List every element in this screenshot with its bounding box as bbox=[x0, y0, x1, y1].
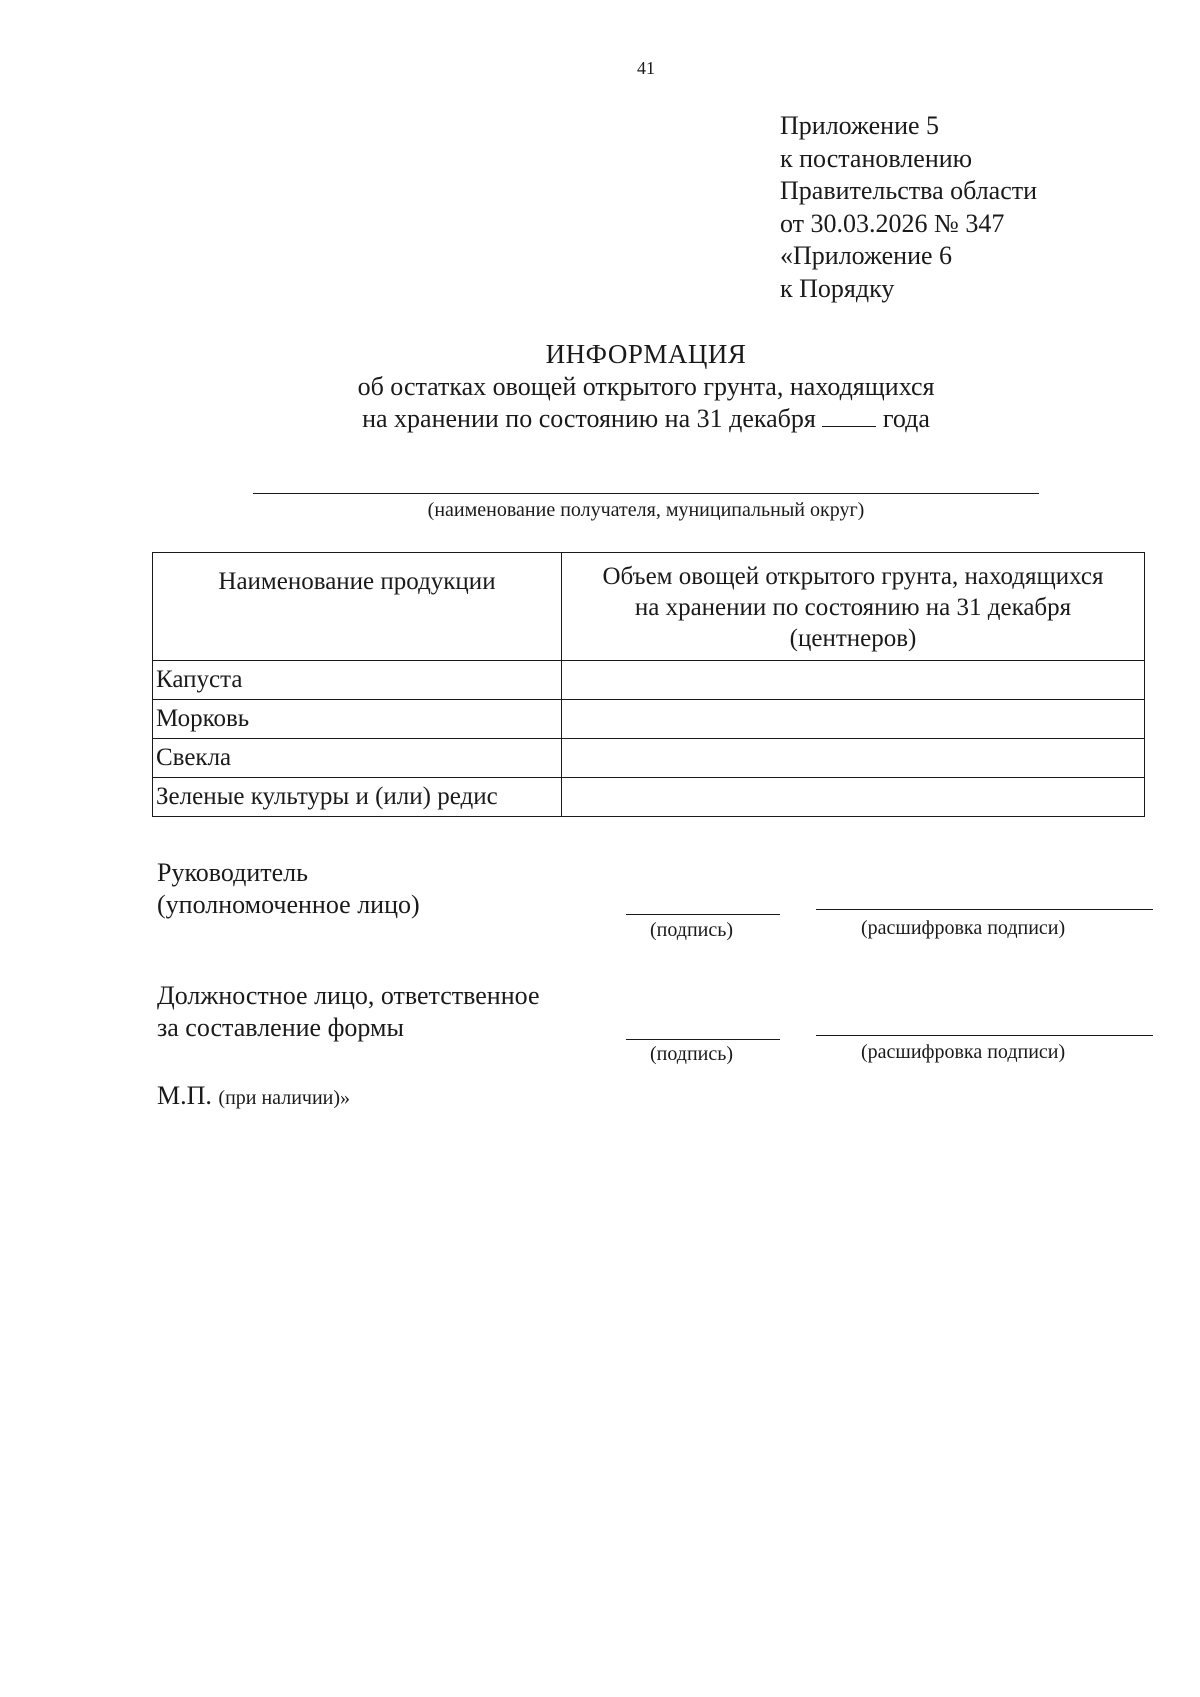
volume-cell[interactable] bbox=[562, 778, 1145, 817]
official-decoding-line[interactable] bbox=[816, 1035, 1153, 1036]
table-row bbox=[153, 700, 1145, 739]
vegetables-table bbox=[152, 552, 1145, 817]
appendix-line: «Приложение 6 bbox=[780, 241, 953, 270]
head-decoding-line[interactable] bbox=[816, 909, 1153, 910]
stamp-label: М.П. bbox=[157, 1081, 212, 1110]
appendix-line: от 30.03.2026 № 347 bbox=[780, 208, 1005, 238]
title-line-2-start: на хранении по состоянию на 31 декабря bbox=[362, 404, 816, 433]
title-line-1: об остатках овощей открытого грунта, находящихся bbox=[357, 372, 935, 401]
volume-cell[interactable] bbox=[562, 700, 1145, 739]
table-row bbox=[153, 661, 1145, 700]
table-row bbox=[153, 778, 1145, 817]
appendix-line: Приложение 5 bbox=[780, 111, 940, 140]
product-name-cell: Морковь bbox=[153, 700, 562, 739]
header-product-name: Наименование продукции bbox=[153, 553, 562, 661]
head-decoding-caption: (расшифровка подписи) bbox=[861, 917, 1066, 939]
appendix-line: Правительства области bbox=[780, 176, 1038, 205]
title-line-2 bbox=[300, 403, 992, 435]
official-signatory-label bbox=[157, 980, 539, 1044]
page-number: 41 bbox=[637, 58, 655, 78]
official-title: Должностное лицо, ответственное bbox=[157, 981, 540, 1010]
official-signature-line[interactable] bbox=[626, 1039, 780, 1040]
stamp-note: (при наличии)» bbox=[218, 1087, 351, 1109]
official-subtitle: за составление формы bbox=[157, 1013, 404, 1042]
title-main: ИНФОРМАЦИЯ bbox=[545, 339, 747, 369]
head-title: Руководитель bbox=[157, 858, 308, 887]
document-title bbox=[300, 337, 992, 435]
title-line-2-end: года bbox=[882, 404, 930, 433]
head-signatory-label bbox=[157, 857, 420, 921]
product-name-cell: Зеленые культуры и (или) редис bbox=[153, 778, 562, 817]
recipient-blank-line[interactable] bbox=[253, 493, 1039, 494]
appendix-line: к Порядку bbox=[780, 273, 895, 303]
table-header-row bbox=[153, 553, 1145, 661]
header-volume-line: на хранении по состоянию на 31 декабря bbox=[634, 594, 1072, 621]
official-decoding-caption: (расшифровка подписи) bbox=[861, 1041, 1066, 1063]
header-volume-line: Объем овощей открытого грунта, находящихся bbox=[602, 563, 1104, 590]
year-blank-field[interactable] bbox=[822, 404, 876, 427]
product-name-cell: Капуста bbox=[153, 661, 562, 700]
head-subtitle: (уполномоченное лицо) bbox=[157, 890, 420, 919]
head-signature-line[interactable] bbox=[626, 914, 780, 915]
appendix-line: к постановлению bbox=[780, 143, 973, 173]
head-signature-caption: (подпись) bbox=[650, 919, 734, 941]
header-volume-unit: (центнеров) bbox=[789, 625, 917, 652]
volume-cell[interactable] bbox=[562, 661, 1145, 700]
recipient-caption: (наименование получателя, муниципальный округ) bbox=[427, 499, 865, 521]
volume-cell[interactable] bbox=[562, 739, 1145, 778]
official-signature-caption: (подпись) bbox=[650, 1043, 734, 1065]
header-volume bbox=[562, 553, 1145, 661]
table-row bbox=[153, 739, 1145, 778]
stamp-place bbox=[157, 1081, 350, 1111]
product-name-cell: Свекла bbox=[153, 739, 562, 778]
appendix-reference bbox=[780, 110, 1037, 305]
